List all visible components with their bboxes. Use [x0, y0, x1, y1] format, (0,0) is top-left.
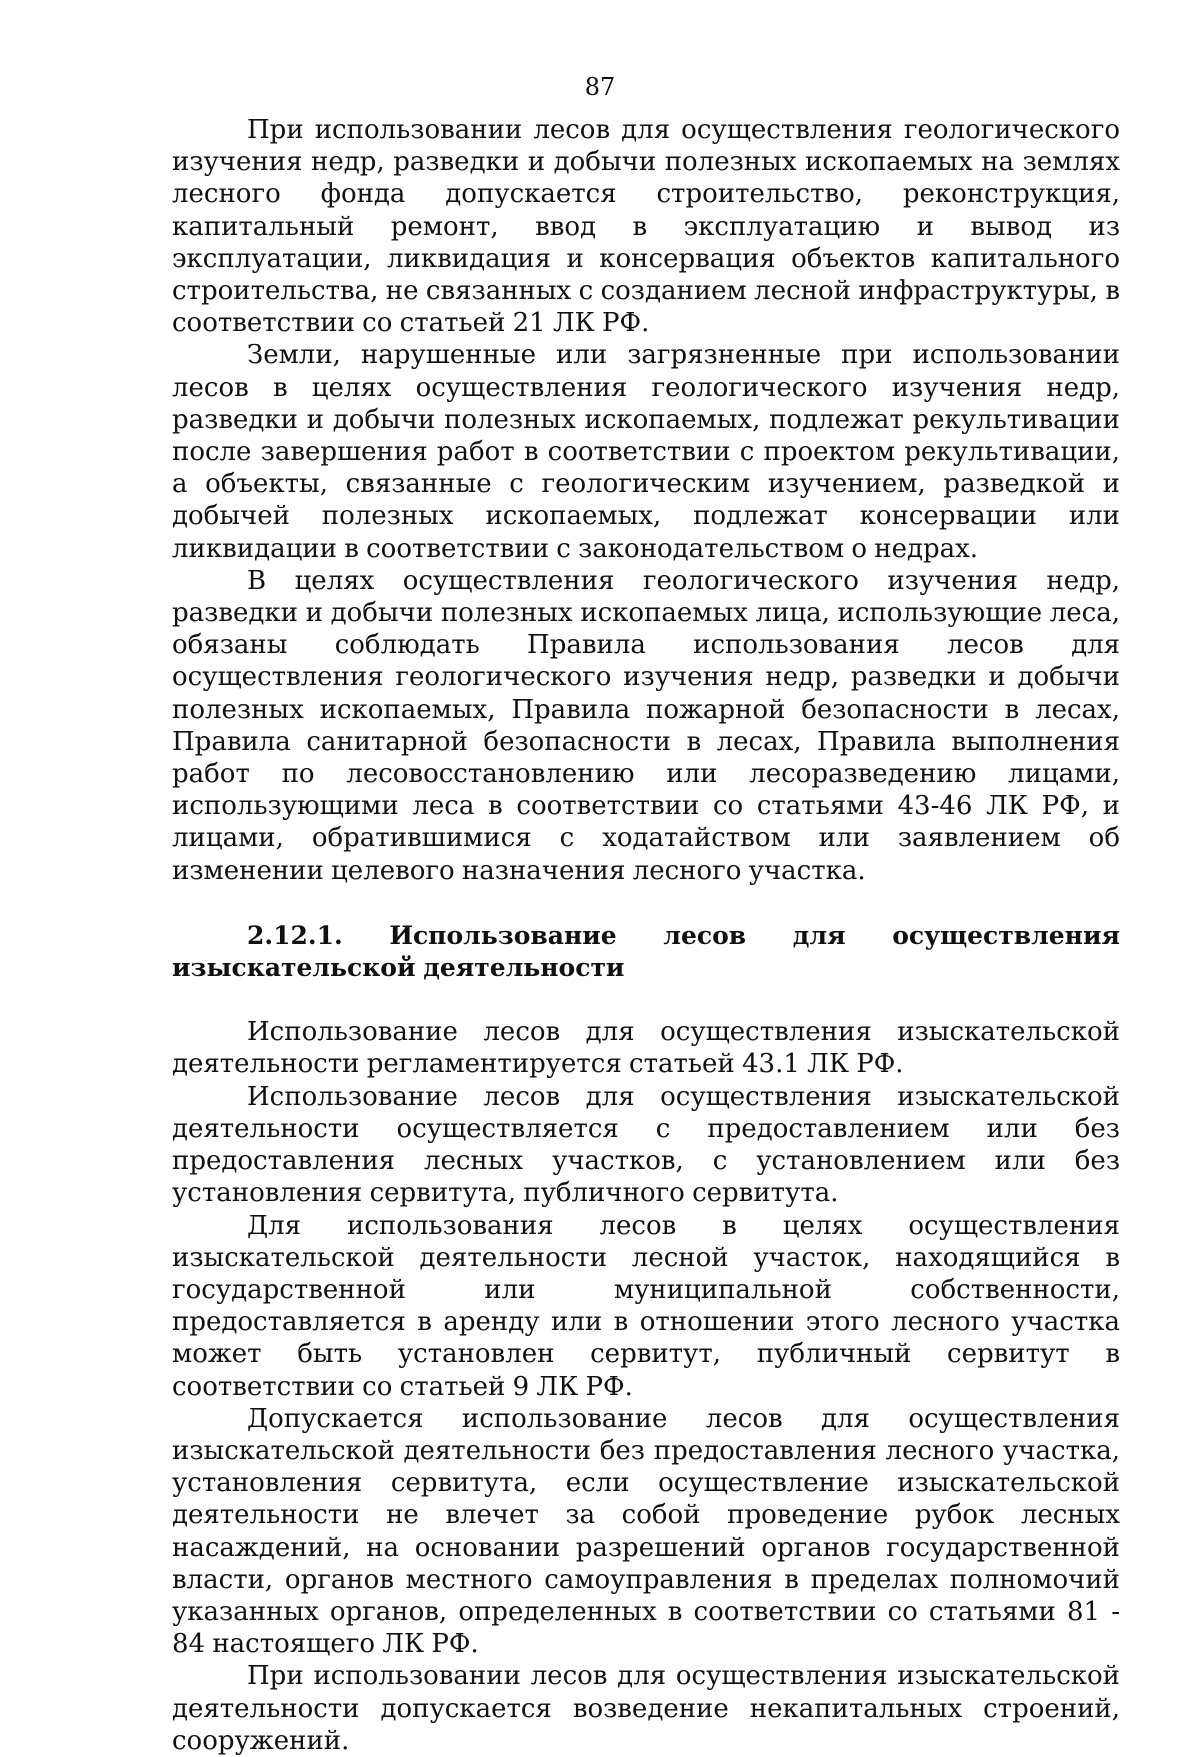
paragraph: Использование лесов для осуществления изыскательской деятельности регламентируется статьей 43.1 ЛК РФ.	[172, 1017, 1120, 1080]
paragraph: При использовании лесов для осуществления геологического изучения недр, разведки и добычи полезных ископаемых на землях лесного фонда допускается строительство, реконструкция, капитальный ремонт, ввод в эксплуатацию и вывод из эксплуатации, ликвидация и консервация объектов капитального строительства, не связанных с созданием лесной инфраструктуры, в соответствии со статьей 21 ЛК РФ.	[172, 115, 1120, 339]
document-body	[172, 114, 1120, 1757]
paragraph: Использование лесов для осуществления изыскательской деятельности осуществляется с предоставлением или без предоставления лесных участков, с установлением или без установления сервитута, публичного сервитута.	[172, 1081, 1120, 1209]
section-heading: 2.12.1. Использование лесов для осуществления изыскательской деятельности	[172, 920, 1120, 983]
paragraph: Земли, нарушенные или загрязненные при использовании лесов в целях осуществления геологического изучения недр, разведки и добычи полезных ископаемых, подлежат рекультивации после завершения работ в соответствии с проектом рекультивации, а объекты, связанные с геологическим изучением, разведкой и добычей полезных ископаемых, подлежат консервации или ликвидации в соответствии с законодательством о недрах.	[172, 340, 1120, 564]
page-number: 87	[584, 73, 616, 101]
paragraph: При использовании лесов для осуществления изыскательской деятельности допускается возведение некапитальных строений, сооружений.	[172, 1661, 1120, 1756]
paragraph: В целях осуществления геологического изучения недр, разведки и добычи полезных ископаемых лица, использующие леса, обязаны соблюдать Правила использования лесов для осуществления геологического изучения недр, разведки и добычи полезных ископаемых, Правила пожарной безопасности в лесах, Правила санитарной безопасности в лесах, Правила выполнения работ по лесовосстановлению или лесоразведению лицами, использующими леса в соответствии со статьями 43-46 ЛК РФ, и лицами, обратившимися с ходатайством или заявлением об изменении целевого назначения лесного участка.	[172, 565, 1120, 886]
paragraph: Допускается использование лесов для осуществления изыскательской деятельности без предоставления лесного участка, установления сервитута, если осуществление изыскательской деятельности не влечет за собой проведение рубок лесных насаждений, на основании разрешений органов государственной власти, органов местного самоуправления в пределах полномочий указанных органов, определенных в соответствии со статьями 81 - 84 настоящего ЛК РФ.	[172, 1403, 1120, 1660]
paragraph: Для использования лесов в целях осуществления изыскательской деятельности лесной участок, находящийся в государственной или муниципальной собственности, предоставляется в аренду или в отношении этого лесного участка может быть установлен сервитут, публичный сервитут в соответствии со статьей 9 ЛК РФ.	[172, 1210, 1120, 1402]
